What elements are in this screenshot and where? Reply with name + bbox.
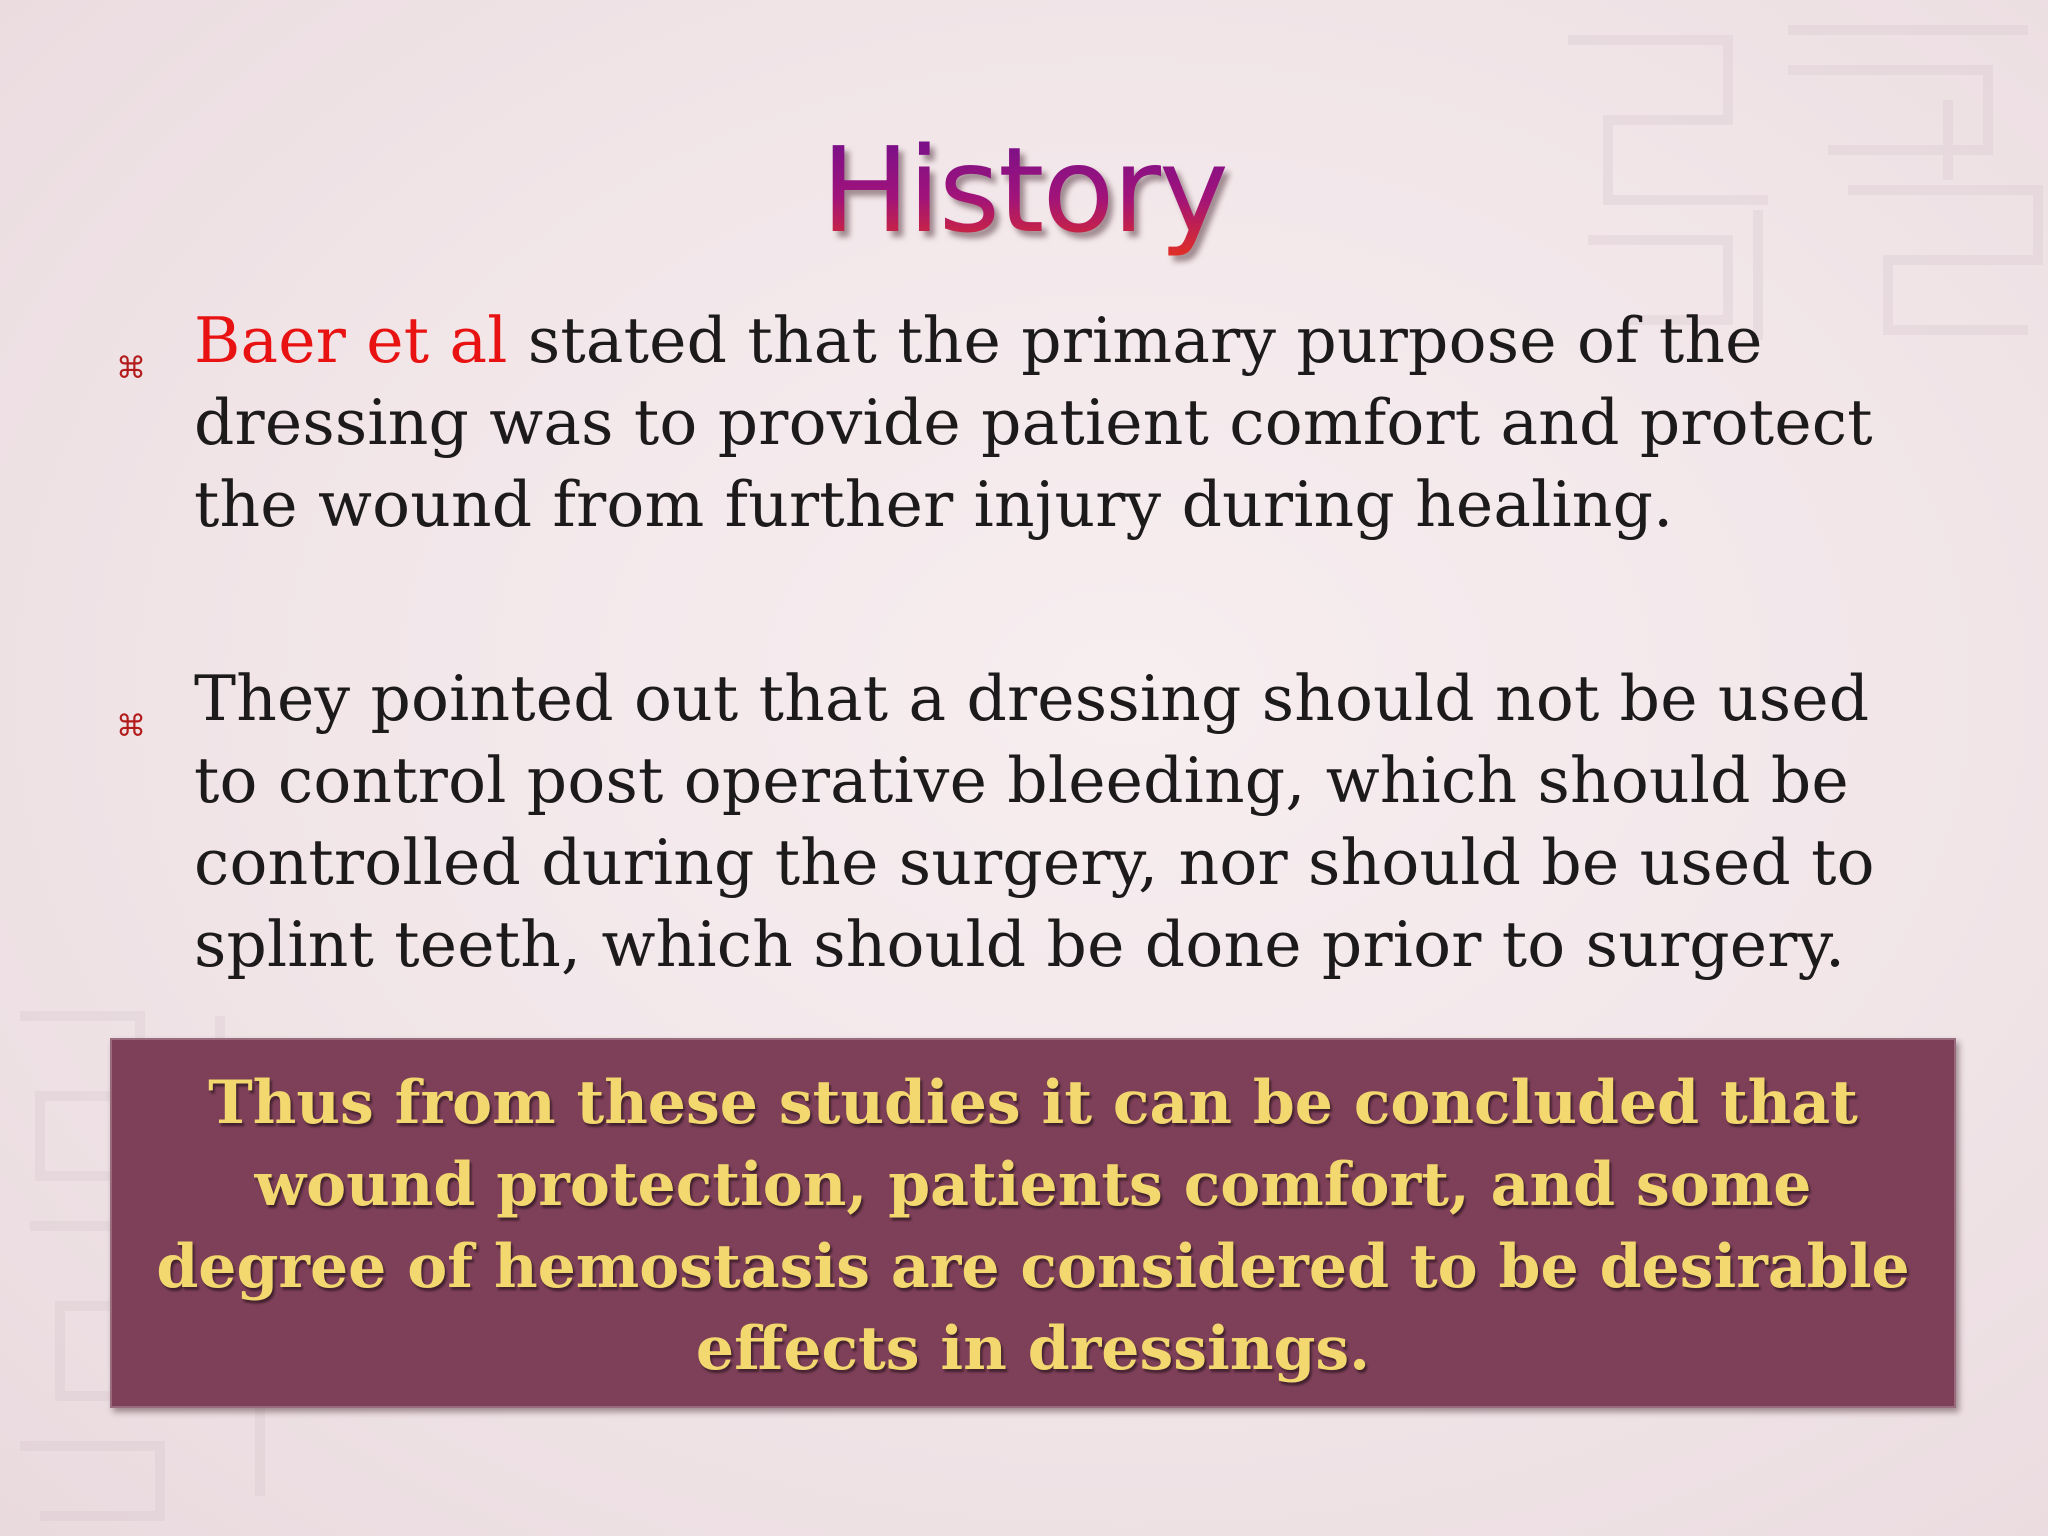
conclusion-box (110, 1038, 1956, 1408)
bullet-item-dressing-use (110, 658, 1930, 986)
conclusion-text: Thus from these studies it can be concluded that wound protection, patients comfort, and some degree of hemostasis are considered to be desirable effects in dressings. (156, 1068, 1910, 1384)
slide-title: History (0, 120, 2048, 260)
bullet-text: They pointed out that a dressing should not be used to control post operative bleeding, which should be controlled during the surgery, nor should be used to splint teeth, which should be done prior to surgery. (194, 662, 1875, 981)
bullet-text: stated that the primary purpose of the dressing was to provide patient comfort and protect the wound from further injury during healing. (194, 304, 1873, 541)
highlighted-author: Baer et al (194, 304, 508, 377)
bullet-list (110, 300, 1930, 986)
command-symbol-icon: ⌘ (116, 351, 147, 386)
command-symbol-icon: ⌘ (116, 709, 147, 744)
bullet-item-baer (110, 300, 1930, 546)
